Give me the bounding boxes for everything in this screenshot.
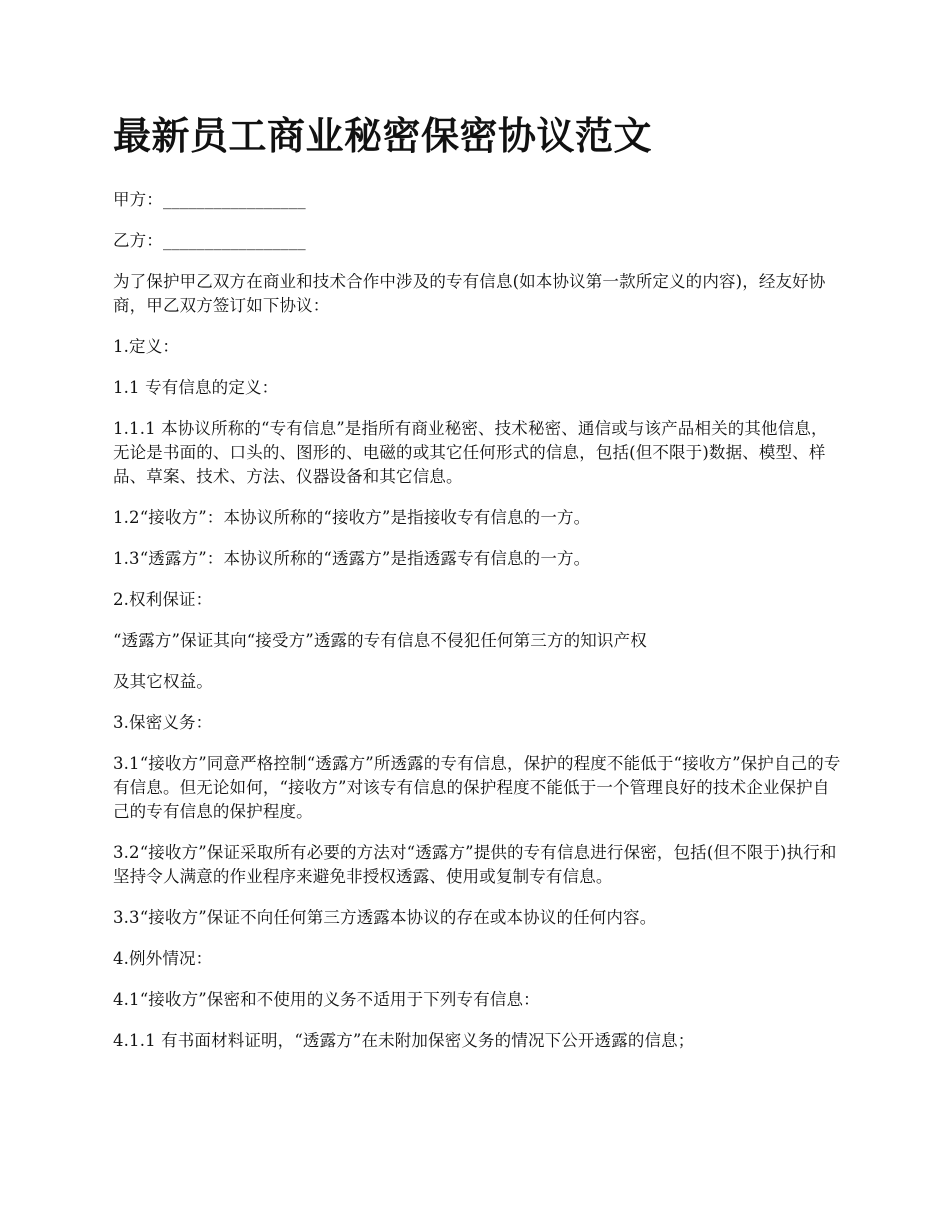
subsection-heading-proprietary-info: 1.1 专有信息的定义： [113,378,279,397]
clause-3-3: 3.3“接收方”保证不向任何第三方透露本协议的存在或本协议的任何内容。 [113,908,657,927]
section-heading-confidentiality: 3.保密义务： [113,713,213,732]
section-heading-definitions: 1.定义： [113,337,179,356]
intro-paragraph: 为了保护甲乙双方在商业和技术合作中涉及的专有信息(如本协议第一款所定义的内容)，经友好协商，甲乙双方签订如下协议： [113,272,826,315]
warranty-paragraph-line-1: “透露方”保证其向“接受方”透露的专有信息不侵犯任何第三方的知识产权 [113,631,647,650]
party-a-line: 甲方：_________________ [113,190,306,209]
clause-3-2: 3.2“接收方”保证采取所有必要的方法对“透露方”提供的专有信息进行保密，包括(但不限于)执行和坚持令人满意的作业程序来避免非授权透露、使用或复制专有信息。 [113,843,837,886]
party-b-line: 乙方：_________________ [113,231,306,250]
clause-1-2: 1.2“接收方”：本协议所称的“接收方”是指接收专有信息的一方。 [113,508,591,527]
clause-3-1: 3.1“接收方”同意严格控制“透露方”所透露的专有信息，保护的程度不能低于“接收方”保护自己的专有信息。但无论如何，“接收方”对该专有信息的保护程度不能低于一个管理良好的技术企业保护自己的专有信息的保护程度。 [113,754,841,821]
clause-4-1-1: 4.1.1 有书面材料证明，“透露方”在未附加保密义务的情况下公开透露的信息； [113,1031,695,1050]
warranty-paragraph-line-2: 及其它权益。 [113,672,213,691]
clause-1-3: 1.3“透露方”：本协议所称的“透露方”是指透露专有信息的一方。 [113,549,591,568]
section-heading-warranty: 2.权利保证： [113,590,213,609]
section-heading-exceptions: 4.例外情况： [113,949,213,968]
clause-1-1-1: 1.1.1 本协议所称的“专有信息”是指所有商业秘密、技术秘密、通信或与该产品相关的其他信息，无论是书面的、口头的、图形的、电磁的或其它任何形式的信息，包括(但不限于)数据、模型、样品、草案、技术、方法、仪器设备和其它信息。 [113,419,828,486]
clause-4-1: 4.1“接收方”保密和不使用的义务不适用于下列专有信息： [113,990,540,1009]
document-body [113,112,843,1070]
document-title: 最新员工商业秘密保密协议范文 [113,113,653,158]
